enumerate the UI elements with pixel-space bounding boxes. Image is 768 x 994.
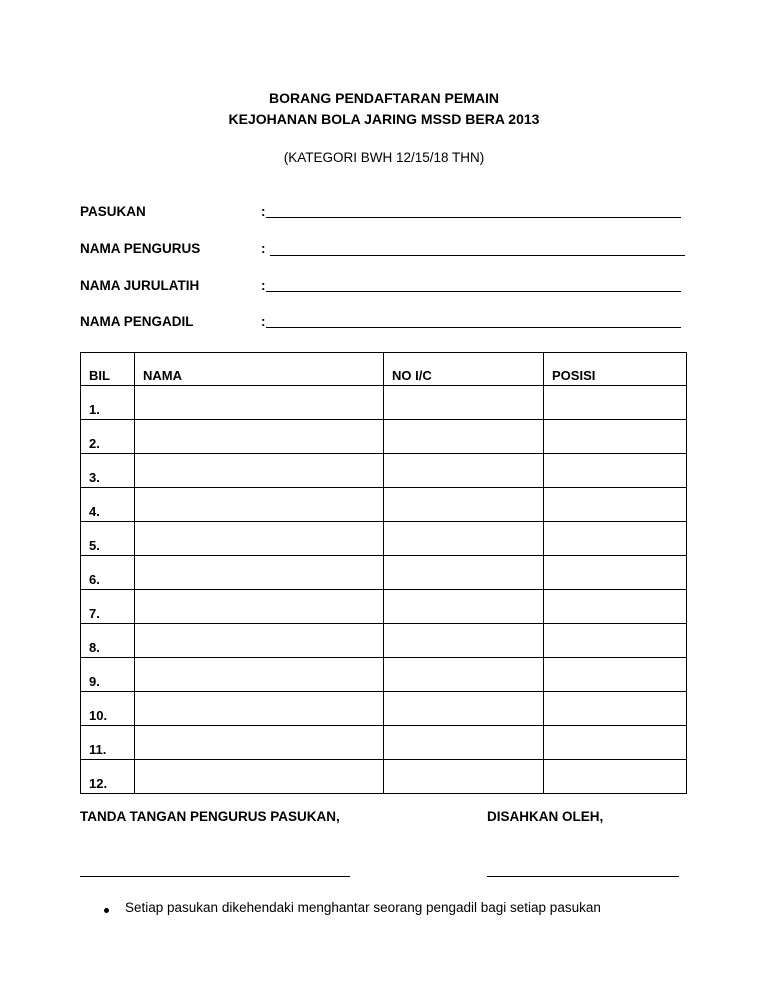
player-table — [80, 352, 687, 794]
name-cell[interactable] — [135, 726, 384, 760]
row-number: 7. — [81, 590, 135, 624]
row-number: 1. — [81, 386, 135, 420]
table-row — [81, 624, 687, 658]
row-number: 6. — [81, 556, 135, 590]
category-label: (KATEGORI BWH 12/15/18 THN) — [283, 150, 485, 165]
note-text: Setiap pasukan dikehendaki menghantar seorang pengadil bagi setiap pasukan — [125, 900, 601, 915]
position-cell[interactable] — [544, 556, 687, 590]
position-cell[interactable] — [544, 454, 687, 488]
name-cell[interactable] — [135, 488, 384, 522]
manager-signature-line[interactable] — [80, 876, 350, 877]
row-number: 5. — [81, 522, 135, 556]
name-cell[interactable] — [135, 624, 384, 658]
referee-field-line[interactable] — [266, 327, 681, 328]
manager-signature-label: TANDA TANGAN PENGURUS PASUKAN, — [80, 809, 340, 824]
name-cell[interactable] — [135, 760, 384, 794]
row-number: 9. — [81, 658, 135, 692]
position-cell[interactable] — [544, 726, 687, 760]
position-cell[interactable] — [544, 590, 687, 624]
name-cell[interactable] — [135, 386, 384, 420]
event-title: KEJOHANAN BOLA JARING MSSD BERA 2013 — [228, 111, 540, 127]
table-row — [81, 590, 687, 624]
position-cell[interactable] — [544, 488, 687, 522]
table-header-row — [81, 353, 687, 386]
row-number: 10. — [81, 692, 135, 726]
coach-label: NAMA JURULATIH — [80, 278, 200, 293]
table-row — [81, 726, 687, 760]
ic-cell[interactable] — [384, 658, 544, 692]
coach-colon: : — [261, 278, 266, 293]
ic-cell[interactable] — [384, 420, 544, 454]
table-row — [81, 760, 687, 794]
position-cell[interactable] — [544, 522, 687, 556]
team-label: PASUKAN — [80, 204, 146, 219]
ic-cell[interactable] — [384, 556, 544, 590]
ic-cell[interactable] — [384, 454, 544, 488]
bullet-icon — [104, 908, 109, 913]
table-row — [81, 454, 687, 488]
ic-cell[interactable] — [384, 760, 544, 794]
team-field-line[interactable] — [266, 217, 681, 218]
ic-cell[interactable] — [384, 386, 544, 420]
table-row — [81, 522, 687, 556]
ic-cell[interactable] — [384, 624, 544, 658]
row-number: 8. — [81, 624, 135, 658]
table-row — [81, 488, 687, 522]
ic-cell[interactable] — [384, 692, 544, 726]
ic-cell[interactable] — [384, 488, 544, 522]
name-cell[interactable] — [135, 692, 384, 726]
ic-cell[interactable] — [384, 726, 544, 760]
table-row — [81, 420, 687, 454]
name-cell[interactable] — [135, 454, 384, 488]
table-row — [81, 386, 687, 420]
table-row — [81, 556, 687, 590]
position-cell[interactable] — [544, 386, 687, 420]
position-cell[interactable] — [544, 420, 687, 454]
header-no-ic: NO I/C — [384, 353, 544, 386]
manager-field-line[interactable] — [270, 255, 685, 256]
approver-signature-line[interactable] — [487, 876, 679, 877]
team-colon: : — [261, 204, 266, 219]
position-cell[interactable] — [544, 624, 687, 658]
ic-cell[interactable] — [384, 522, 544, 556]
row-number: 3. — [81, 454, 135, 488]
referee-label: NAMA PENGADIL — [80, 314, 194, 329]
position-cell[interactable] — [544, 760, 687, 794]
name-cell[interactable] — [135, 658, 384, 692]
header-posisi: POSISI — [544, 353, 687, 386]
row-number: 12. — [81, 760, 135, 794]
ic-cell[interactable] — [384, 590, 544, 624]
name-cell[interactable] — [135, 420, 384, 454]
position-cell[interactable] — [544, 692, 687, 726]
header-bil: BIL — [81, 353, 135, 386]
manager-label: NAMA PENGURUS — [80, 241, 201, 256]
coach-field-line[interactable] — [266, 291, 681, 292]
approved-by-label: DISAHKAN OLEH, — [487, 809, 604, 824]
row-number: 11. — [81, 726, 135, 760]
name-cell[interactable] — [135, 522, 384, 556]
table-row — [81, 692, 687, 726]
row-number: 4. — [81, 488, 135, 522]
name-cell[interactable] — [135, 556, 384, 590]
name-cell[interactable] — [135, 590, 384, 624]
row-number: 2. — [81, 420, 135, 454]
referee-colon: : — [261, 314, 266, 329]
form-title: BORANG PENDAFTARAN PEMAIN — [269, 90, 499, 106]
header-nama: NAMA — [135, 353, 384, 386]
position-cell[interactable] — [544, 658, 687, 692]
manager-colon: : — [261, 241, 266, 256]
table-row — [81, 658, 687, 692]
